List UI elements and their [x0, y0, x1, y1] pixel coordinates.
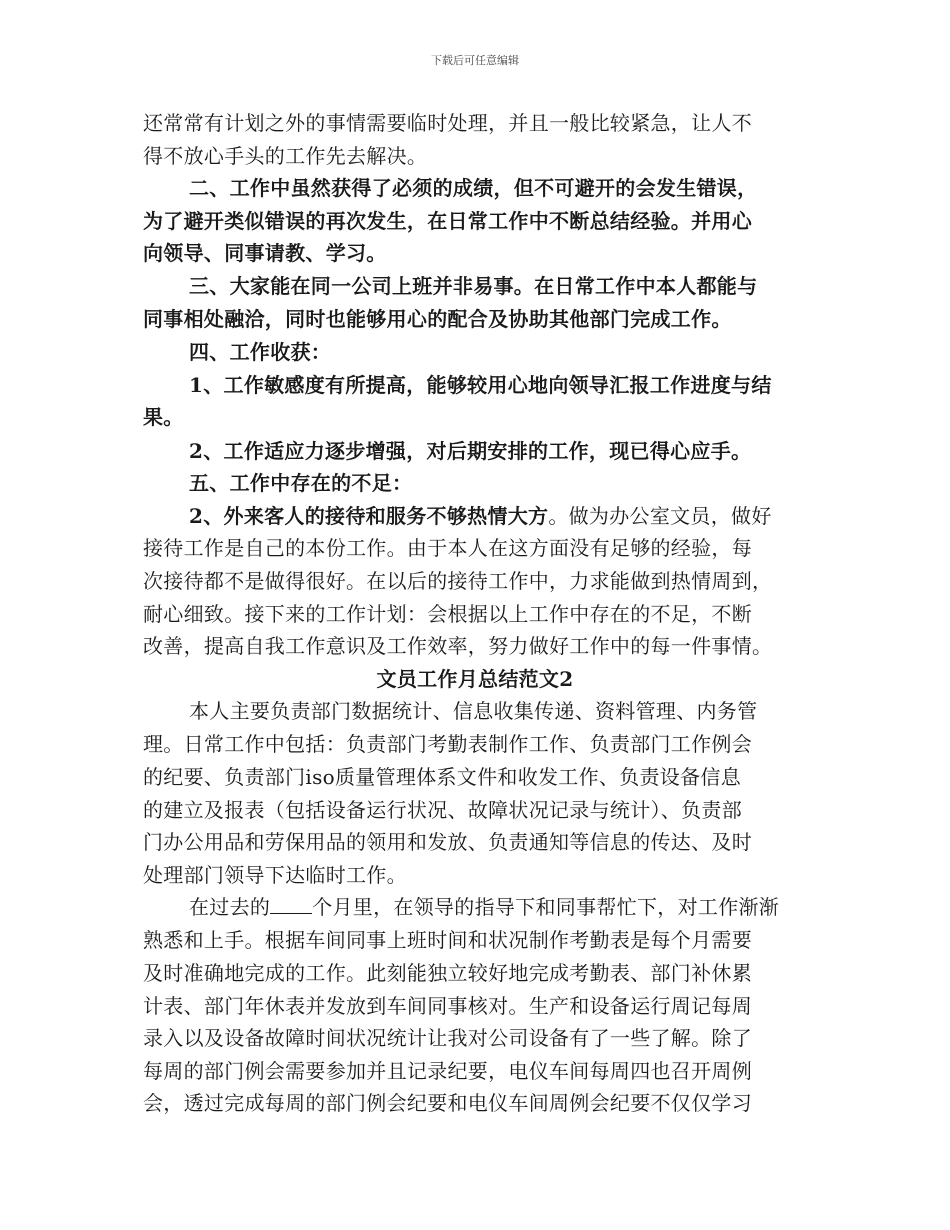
paragraph-line: 果。: [143, 405, 184, 429]
paragraph-line: 二、工作中虽然获得了必须的成绩，但不可避开的会发生错误，: [189, 176, 758, 200]
regular-continuation: 。做为办公室文员，做好: [548, 504, 772, 528]
paragraph-line: 每周的部门例会需要参加并且记录纪要，电仪车间每周四也召开周例: [143, 1059, 752, 1083]
document-title: 文员工作月总结范文2: [376, 667, 574, 691]
paragraph-line: [0, 501, 950, 531]
paragraph-line: 为了避开类似错误的再次发生，在日常工作中不断总结经验。并用心: [143, 209, 752, 233]
section-heading: 五、工作中存在的不足：: [189, 471, 413, 495]
fill-in-blank: [270, 895, 312, 914]
paragraph-line: 录入以及设备故障时间状况统计让我对公司设备有了一些了解。除了: [143, 1026, 752, 1050]
paragraph-line: 耐心细致。接下来的工作计划：会根据以上工作中存在的不足，不断: [143, 602, 752, 626]
paragraph-line: 次接待都不是做得很好。在以后的接待工作中，力求能做到热情周到，: [143, 569, 773, 593]
paragraph-line: 三、大家能在同一公司上班并非易事。在日常工作中本人都能与: [189, 274, 758, 298]
paragraph-line: 接待工作是自己的本份工作。由于本人在这方面没有足够的经验，每: [143, 536, 752, 560]
section-heading: 四、工作收获：: [189, 340, 332, 364]
paragraph-line: 同事相处融洽，同时也能够用心的配合及协助其他部门完成工作。: [143, 307, 732, 331]
paragraph-line: 熟悉和上手。根据车间同事上班时间和状况制作考勤表是每个月需要: [143, 928, 752, 952]
paragraph-line: 1、工作敏感度有所提高，能够较用心地向领导汇报工作进度与结: [189, 373, 772, 397]
paragraph-line: 的纪要、负责部门iso质量管理体系文件和收发工作、负责设备信息: [143, 765, 742, 789]
paragraph-line: 向领导、同事请教、学习。: [143, 241, 387, 265]
bold-lead-in: 2、外来客人的接待和服务不够热情大方: [189, 504, 549, 528]
paragraph-line: 在过去的 个月里，在领导的指导下和同事帮忙下，对工作渐渐: [189, 895, 780, 919]
paragraph-line: 及时准确地完成的工作。此刻能独立较好地完成考勤表、部门补休累: [143, 961, 752, 985]
paragraph-line: 会，透过完成每周的部门例会纪要和电仪车间周例会纪要不仅仅学习: [143, 1091, 752, 1115]
paragraph-line: 改善，提高自我工作意识及工作效率，努力做好工作中的每一件事情。: [143, 634, 773, 658]
page-header: 下载后可任意编辑: [431, 54, 519, 67]
paragraph-line: 理。日常工作中包括：负责部门考勤表制作工作、负责部门工作例会: [143, 732, 752, 756]
paragraph-line: 还常常有计划之外的事情需要临时处理，并且一般比较紧急，让人不: [143, 111, 752, 135]
paragraph-line: 处理部门领导下达临时工作。: [143, 863, 407, 887]
paragraph-line: 门办公用品和劳保用品的领用和发放、负责通知等信息的传达、及时: [143, 830, 752, 854]
paragraph-line: 计表、部门年休表并发放到车间同事核对。生产和设备运行周记每周: [143, 994, 752, 1018]
paragraph-line: 本人主要负责部门数据统计、信息收集传递、资料管理、内务管: [189, 699, 758, 723]
paragraph-line: 2、工作适应力逐步增强，对后期安排的工作，现已得心应手。: [189, 439, 752, 463]
paragraph-line: 的建立及报表（包括设备运行状况、故障状况记录与统计）、负责部: [143, 798, 742, 822]
paragraph-line: 得不放心手头的工作先去解决。: [143, 144, 428, 168]
